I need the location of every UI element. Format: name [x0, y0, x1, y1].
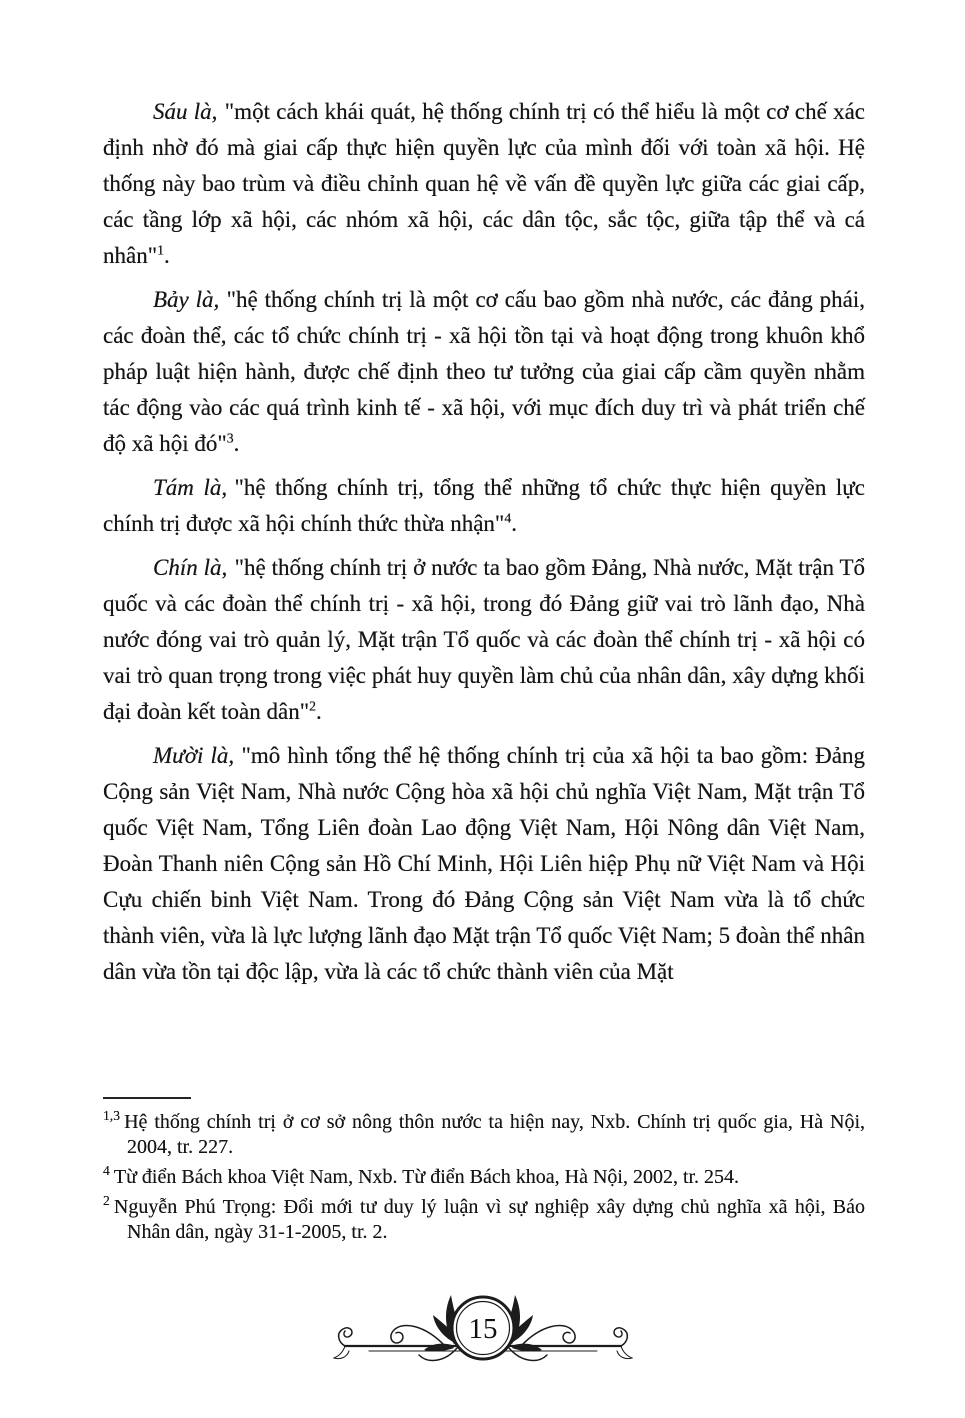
- footnote-separator: [103, 1097, 191, 1099]
- paragraph-text: "hệ thống chính trị, tổng thể những tổ chức thực hiện quyền lực chính trị được xã hội chính thức thừa nhận": [103, 475, 865, 536]
- paragraph: [103, 282, 865, 462]
- paragraph: [103, 470, 865, 542]
- footnote: [103, 1165, 865, 1190]
- paragraph: [103, 550, 865, 730]
- footnote-text: Từ điển Bách khoa Việt Nam, Nxb. Từ điển Bách khoa, Hà Nội, 2002, tr. 254.: [113, 1166, 740, 1188]
- footnote-ref: 1: [157, 242, 165, 258]
- paragraph-text: "mô hình tổng thể hệ thống chính trị của xã hội ta bao gồm: Đảng Cộng sản Việt Nam, Nhà nước Cộng hòa xã hội chủ nghĩa Việt Nam, Mặt trận Tổ quốc Việt Nam, Tổng Liên đoàn Lao động Việt Nam, Hội Nông dân Việt Nam, Đoàn Thanh niên Cộng sản Hồ Chí Minh, Hội Liên hiệp Phụ nữ Việt Nam và Hội Cựu chiến binh Việt Nam. Trong đó Đảng Cộng sản Việt Nam vừa là tổ chức thành viên, vừa là lực lượng lãnh đạo Mặt trận Tổ quốc Việt Nam; 5 đoàn thể nhân dân vừa tồn tại độc lập, vừa là các tổ chức thành viên của Mặt: [103, 743, 865, 984]
- footnotes-section: [103, 1097, 865, 1250]
- paragraph-tail: .: [511, 511, 517, 536]
- paragraph: [103, 738, 865, 990]
- body-text: [103, 94, 865, 990]
- footnote-ref: 3: [226, 430, 234, 446]
- footnote-ref: 2: [309, 698, 317, 714]
- paragraph-lead: Chín là,: [153, 555, 228, 580]
- paragraph-lead: Bảy là,: [153, 287, 220, 312]
- paragraph-tail: .: [164, 243, 170, 268]
- ornament-flourish-icon: [333, 1280, 633, 1390]
- paragraph-tail: .: [233, 431, 240, 456]
- paragraph-lead: Tám là,: [153, 475, 228, 500]
- paragraph-text: "hệ thống chính trị là một cơ cấu bao gồm nhà nước, các đảng phái, các đoàn thể, các tổ chức chính trị - xã hội tồn tại và hoạt động trong khuôn khổ pháp luật hiện hành, được chế định theo tư tưởng của giai cấp cầm quyền nhằm tác động vào các quá trình kinh tế - xã hội, với mục đích duy trì và phát triển chế độ xã hội đó": [103, 287, 865, 456]
- footnote-text: Nguyễn Phú Trọng: Đổi mới tư duy lý luận vì sự nghiệp xây dựng chủ nghĩa xã hội, Báo Nhân dân, ngày 31-1-2005, tr. 2.: [113, 1196, 865, 1243]
- paragraph: [103, 94, 865, 274]
- paragraph-lead: Mười là,: [153, 743, 235, 768]
- page-footer-ornament: [333, 1280, 633, 1390]
- footnote-ref: 4: [504, 510, 512, 526]
- footnote: [103, 1195, 865, 1245]
- paragraph-lead: Sáu là,: [153, 99, 218, 124]
- paragraph-text: "một cách khái quát, hệ thống chính trị có thể hiểu là một cơ chế xác định nhờ đó mà giai cấp thực hiện quyền lực của mình đối với toàn xã hội. Hệ thống này bao trùm và điều chỉnh quan hệ về vấn đề quyền lực giữa các giai cấp, các tầng lớp xã hội, các nhóm xã hội, các dân tộc, sắc tộc, giữa tập thể và cá nhân": [103, 99, 866, 268]
- paragraph-tail: .: [316, 699, 322, 724]
- footnote-text: Hệ thống chính trị ở cơ sở nông thôn nước ta hiện nay, Nxb. Chính trị quốc gia, Hà Nội, 2004, tr. 227.: [124, 1111, 865, 1158]
- footnote-marker: 4: [103, 1163, 110, 1179]
- paragraph-text: "hệ thống chính trị ở nước ta bao gồm Đảng, Nhà nước, Mặt trận Tổ quốc và các đoàn thể chính trị - xã hội, trong đó Đảng giữ vai trò lãnh đạo, Nhà nước đóng vai trò quản lý, Mặt trận Tổ quốc và các đoàn thể chính trị - xã hội có vai trò quan trọng trong việc phát huy quyền làm chủ của nhân dân, xây dựng khối đại đoàn kết toàn dân": [103, 555, 865, 724]
- footnote-marker: 2: [103, 1193, 110, 1209]
- footnote: [103, 1110, 865, 1160]
- footnote-marker: 1,3: [103, 1108, 120, 1124]
- page-number: 15: [468, 1313, 497, 1345]
